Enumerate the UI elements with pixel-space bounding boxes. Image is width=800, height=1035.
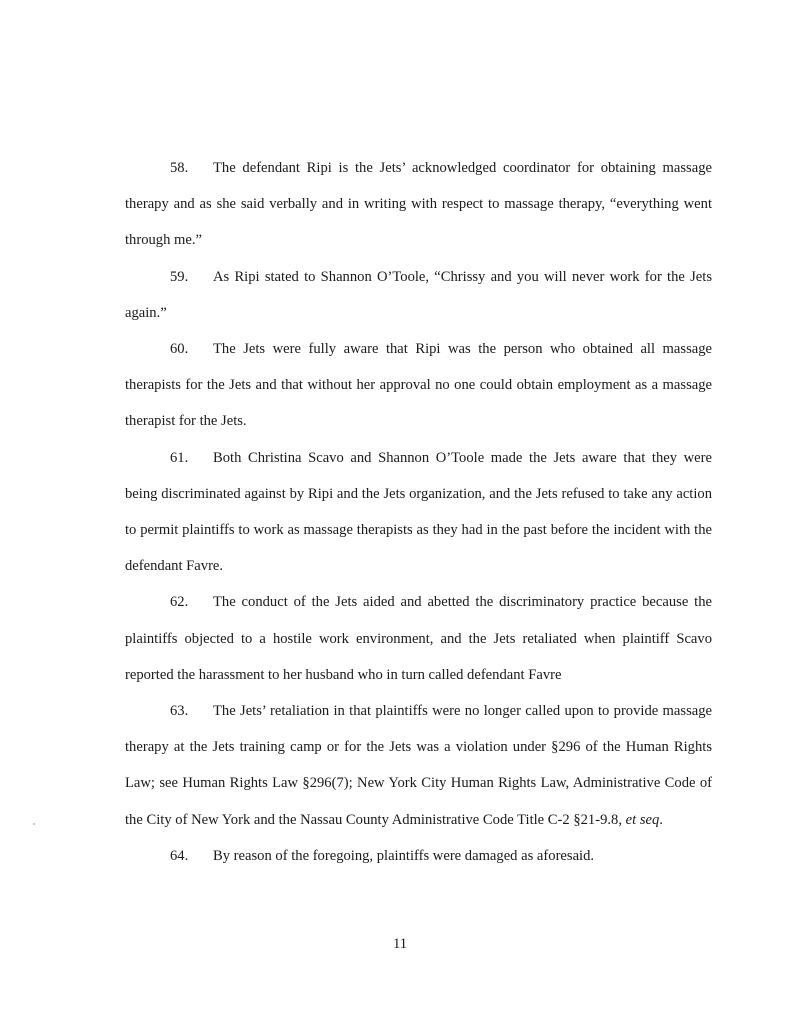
paragraph-63 bbox=[125, 693, 712, 838]
paragraph-number: 60. bbox=[170, 341, 189, 358]
paragraph-59 bbox=[125, 259, 712, 331]
paragraph-text: The Jets were fully aware that Ripi was the person who obtained all massage therapists for the Jets and that without her approval no one could obtain employment as a massage therapist for the Jets. bbox=[125, 341, 712, 430]
paragraph-64 bbox=[125, 838, 712, 874]
paragraph-58 bbox=[125, 150, 712, 259]
paragraph-number: 62. bbox=[170, 594, 189, 611]
paragraph-text: The conduct of the Jets aided and abetted the discriminatory practice because the plaintiffs objected to a hostile work environment, and the Jets retaliated when plaintiff Scavo reported the harassment to her husband who in turn called defendant Favre bbox=[125, 594, 712, 683]
paragraph-number: 59. bbox=[170, 268, 189, 285]
paragraph-61 bbox=[125, 440, 712, 585]
paragraph-62 bbox=[125, 584, 712, 693]
paragraph-text: By reason of the foregoing, plaintiffs were damaged as aforesaid. bbox=[213, 847, 595, 864]
paragraph-number: 58. bbox=[170, 160, 189, 176]
paragraph-text: Both Christina Scavo and Shannon O’Toole made the Jets aware that they were being discriminated against by Ripi and the Jets organization, and the Jets refused to take any action to permit plaintiffs to work as massage therapists as they had in the past before the incident with the defendant Favre. bbox=[125, 449, 712, 575]
paragraph-number: 61. bbox=[170, 449, 189, 466]
paragraph-number: 64. bbox=[170, 847, 189, 864]
scan-speck bbox=[33, 823, 35, 825]
paragraph-text: The defendant Ripi is the Jets’ acknowledged coordinator for obtaining massage therapy and as she said verbally and in writing with respect to massage therapy, “everything went through me.” bbox=[125, 160, 712, 249]
paragraph-60 bbox=[125, 331, 712, 440]
citation-end-punctuation: . bbox=[659, 811, 663, 828]
paragraph-text: The Jets’ retaliation in that plaintiffs were no longer called upon to provide massage therapy at the Jets training camp or for the Jets was a violation under §296 of the Human Rights Law; see Human Rights Law §296(7); New York City Human Rights Law, Administrative Code of the City of New York and the Nassau County Administrative Code Title C-2 §21-9.8, bbox=[125, 703, 712, 828]
paragraph-number: 63. bbox=[170, 703, 189, 720]
citation-italic: et seq bbox=[625, 811, 660, 828]
document-body bbox=[125, 150, 712, 874]
page-number: 11 bbox=[392, 936, 408, 952]
paragraph-text: As Ripi stated to Shannon O’Toole, “Chrissy and you will never work for the Jets again.” bbox=[125, 268, 712, 321]
